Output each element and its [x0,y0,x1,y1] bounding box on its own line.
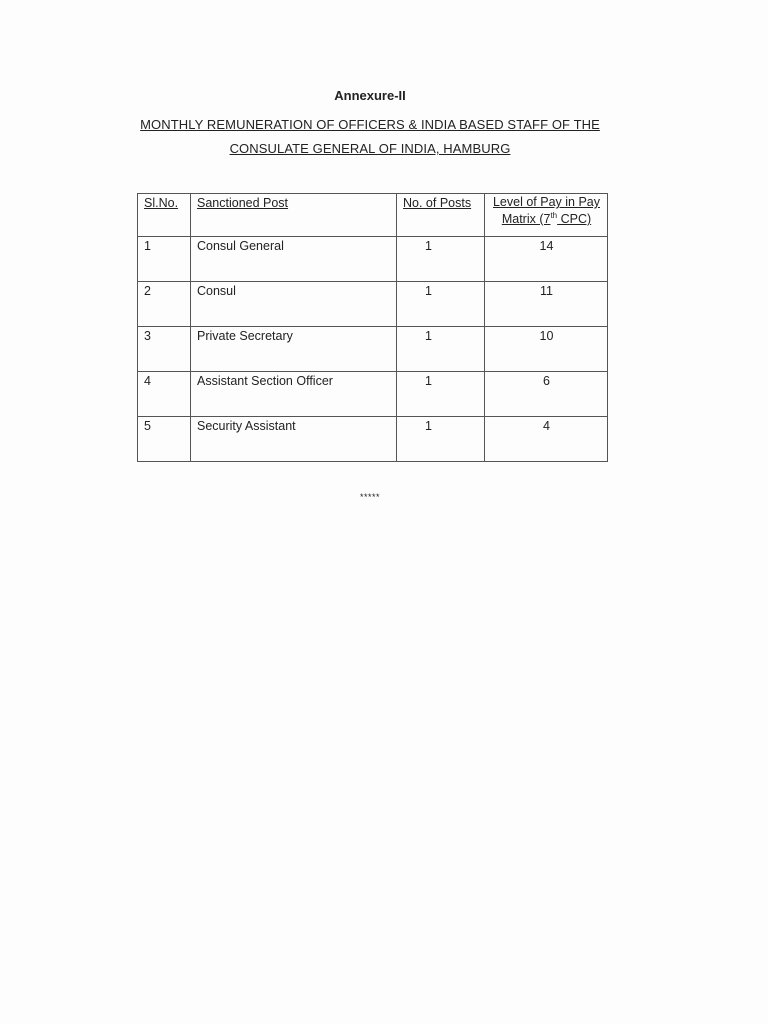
cell-sl-no: 3 [138,327,191,372]
cell-sl-no: 4 [138,372,191,417]
end-of-document-mark: ***** [359,492,380,502]
table-row [138,327,608,372]
cell-sl-no: 1 [138,237,191,282]
header-sanctioned-post: Sanctioned Post [191,194,397,237]
header-pay-level: Level of Pay in Pay Matrix (7th CPC) [485,194,608,237]
cell-pay-level: 11 [485,282,608,327]
heading-line-2: CONSULATE GENERAL OF INDIA, HAMBURG [229,141,511,156]
cell-no-of-posts: 1 [397,237,485,282]
staff-table [137,193,608,462]
cell-post: Consul [191,282,397,327]
cell-sl-no: 5 [138,417,191,462]
table-row [138,282,608,327]
table-row [138,237,608,282]
cell-post: Consul General [191,237,397,282]
header-no-of-posts: No. of Posts [397,194,485,237]
heading-line-1: MONTHLY REMUNERATION OF OFFICERS & INDIA BASED STAFF OF THE [140,117,600,132]
cell-post: Security Assistant [191,417,397,462]
cell-no-of-posts: 1 [397,372,485,417]
annexure-title: Annexure-II [334,88,406,103]
cell-pay-level: 6 [485,372,608,417]
cell-sl-no: 2 [138,282,191,327]
cell-no-of-posts: 1 [397,282,485,327]
cell-pay-level: 10 [485,327,608,372]
cell-post: Private Secretary [191,327,397,372]
header-sl-no: Sl.No. [138,194,191,237]
cell-post: Assistant Section Officer [191,372,397,417]
table-header-row [138,194,608,237]
table-row [138,417,608,462]
cell-no-of-posts: 1 [397,417,485,462]
cell-pay-level: 14 [485,237,608,282]
cell-no-of-posts: 1 [397,327,485,372]
table-row [138,372,608,417]
cell-pay-level: 4 [485,417,608,462]
